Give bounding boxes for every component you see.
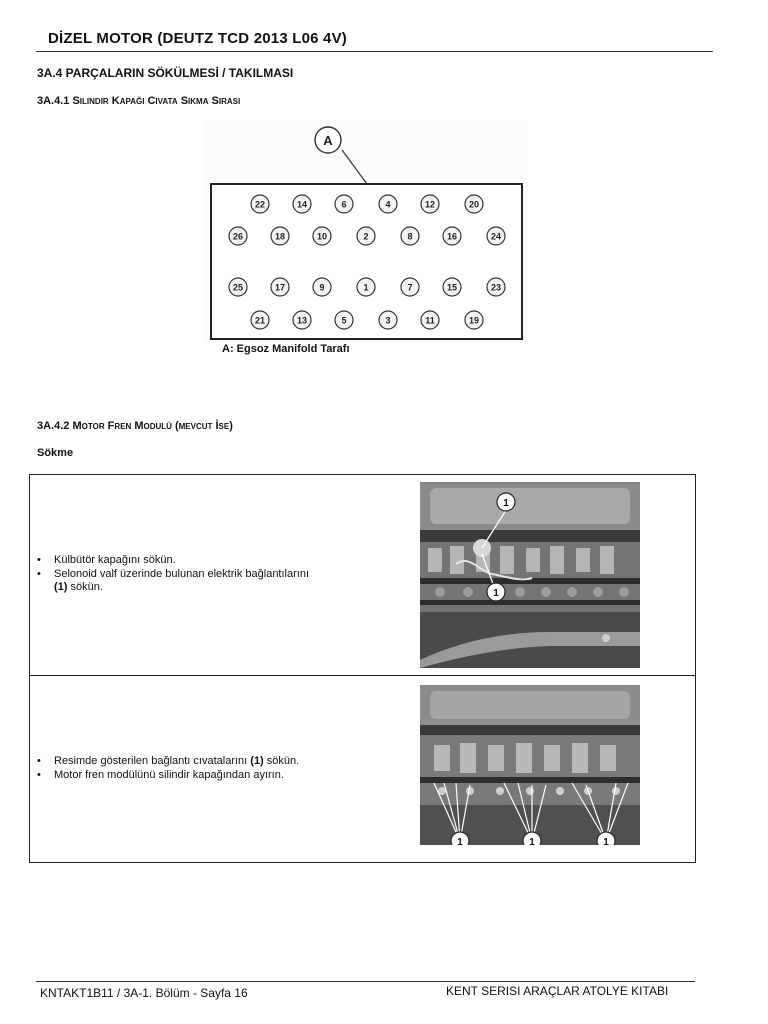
bolt-number-label: 10 [316,231,328,242]
bolt-number-label: 23 [490,282,502,293]
section-title: 3A.4 PARÇALARIN SÖKÜLMESİ / TAKILMASI [37,66,294,80]
bolt-number-label: 2 [363,231,369,242]
step-1-bullets [36,554,376,595]
bolt-number-label: 20 [468,199,480,210]
bolt-number-label: 17 [274,282,286,293]
table-row-divider [30,675,695,676]
subsection-2-title: Motor Fren Modulü (mevcut İse) [72,420,233,432]
step-2-callout-middle: 1 [529,837,535,845]
bolt-number-label: 8 [407,231,413,242]
bolt-number-label: 9 [319,282,325,293]
bolt-number-label: 26 [232,231,244,242]
bolt-number-label: 12 [424,199,436,210]
step-2-callout-right: 1 [603,837,609,845]
step-2-bullet-1 [36,755,376,769]
bolt-number-label: 25 [232,282,244,293]
footer-rule [36,981,695,982]
step-1-bullet-2-ref: (1) [54,581,68,593]
diagram-caption: A: Egsoz Manifold Tarafı [222,343,350,355]
bolt-number-label: 13 [296,315,308,326]
step-1-bullet-2-rest: sökün. [67,581,103,593]
footer-page-reference: KNTAKT1B11 / 3A-1. Bölüm - Sayfa 16 [40,986,248,1000]
step-1-bullet-2 [36,568,376,595]
step-2-bullet-1-post: sökün. [263,755,300,767]
bolt-number-label: 19 [468,315,480,326]
callout-a-label: A [323,133,333,148]
bolt-number-label: 7 [407,282,413,293]
subsection-1-heading [37,95,240,107]
subsection-1-number: 3A.4.1 [37,95,73,107]
step-2-bullet-1-ref: (1) [250,755,264,767]
step-1-callout-top: 1 [503,498,509,509]
bolt-sequence-diagram [204,120,528,342]
step-2-photo [420,685,640,845]
bolt-number-label: 22 [254,199,266,210]
bolt-number-label: 5 [341,315,347,326]
bolt-number-label: 18 [274,231,286,242]
bolt-number-label: 3 [385,315,391,326]
step-2-bullet-2: • Motor fren modülünü silindir kapağından ayırın. [36,769,376,783]
step-2-bullet-1-pre: Resimde gösterilen bağlantı cıvatalarını [54,755,251,767]
removal-label: Sökme [37,447,74,459]
bolt-number-label: 15 [446,282,458,293]
step-1-callout-bottom: 1 [493,588,499,599]
bolt-number-label: 16 [446,231,458,242]
bolt-number-label: 14 [296,199,308,210]
step-1-bullet-1: • Külbütör kapağını sökün. [36,554,376,568]
subsection-2-heading [37,420,233,432]
subsection-1-title: Silindir Kapaği Civata Sikma Sirasi [72,95,241,107]
bolt-number-label: 4 [385,199,391,210]
bolt-number-label: 6 [341,199,347,210]
footer-book-title: KENT SERISI ARAÇLAR ATOLYE KITABI [446,984,669,998]
step-2-callout-left: 1 [457,837,463,845]
step-1-bullet-2-text: Selonoid valf üzerinde bulunan elektrik bağlantılarını [54,567,309,580]
step-1-photo [420,482,640,668]
bolt-number-label: 11 [425,315,435,326]
bolt-number-label: 21 [254,315,266,326]
bolt-number-label: 1 [363,282,369,293]
bolt-number-label: 24 [490,231,502,242]
subsection-2-number: 3A.4.2 [37,420,73,432]
header-rule [36,51,713,52]
removal-steps-table [29,474,696,863]
page-header-title: DİZEL MOTOR (DEUTZ TCD 2013 L06 4V) [48,30,347,47]
step-2-bullets [36,755,376,782]
